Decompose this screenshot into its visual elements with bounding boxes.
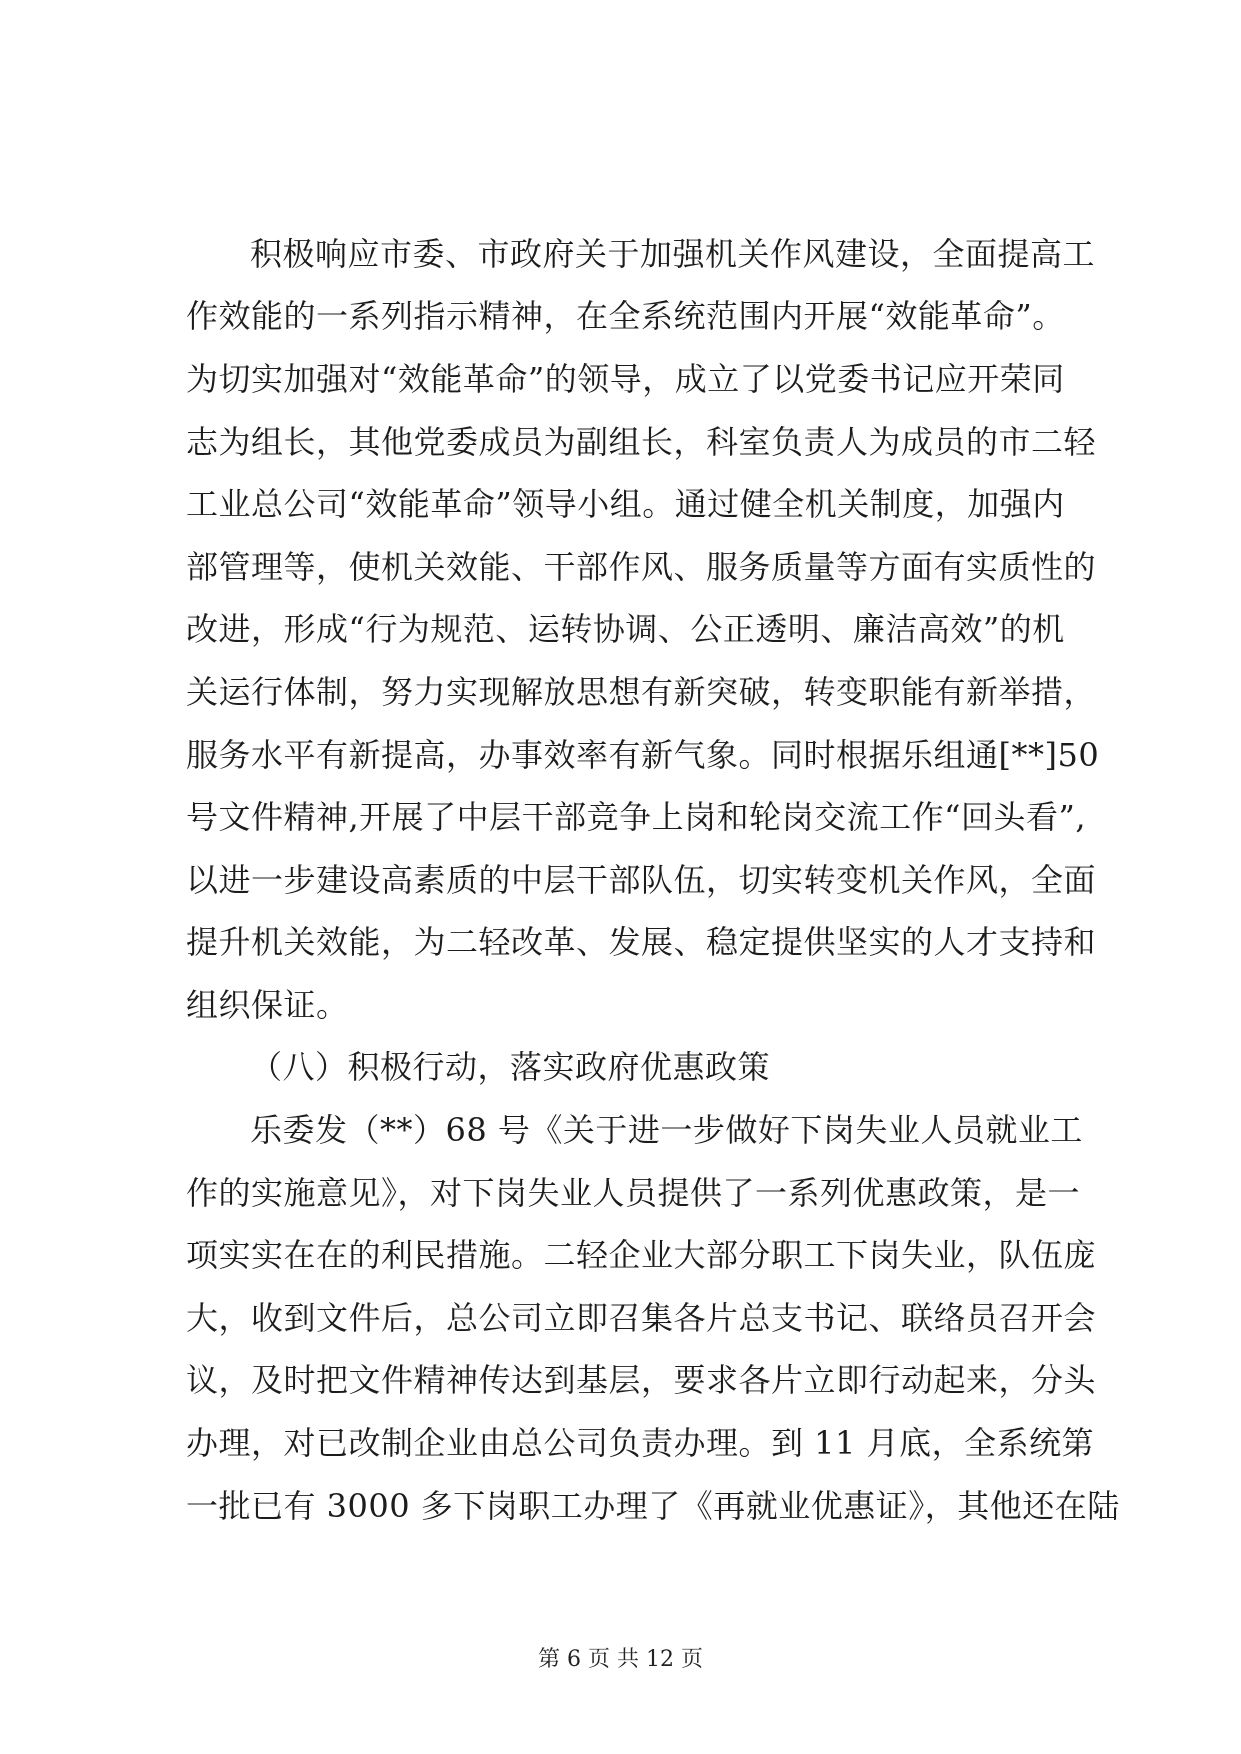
paragraph-line: 乐委发（**）68 号《关于进一步做好下岗失业人员就业工 [250,1111,1083,1149]
page-number-footer: 第 6 页 共 12 页 [538,1647,703,1672]
paragraph-line: 提升机关效能，为二轻改革、发展、稳定提供坚实的人才支持和 [186,923,1097,961]
section-heading: （八）积极行动，落实政府优惠政策 [250,1048,771,1086]
paragraph-line: 作的实施意见》，对下岗失业人员提供了一系列优惠政策，是一 [186,1174,1081,1212]
paragraph-line: 积极响应市委、市政府关于加强机关作风建设，全面提高工 [250,235,1096,273]
paragraph-line: 大，收到文件后，总公司立即召集各片总支书记、联络员召开会 [186,1299,1097,1337]
paragraph-line: 工业总公司“效能革命”领导小组。通过健全机关制度，加强内 [186,485,1065,523]
paragraph-line: 号文件精神,开展了中层干部竞争上岗和轮岗交流工作“回头看”, [186,798,1087,836]
paragraph-line: 部管理等，使机关效能、干部作风、服务质量等方面有实质性的 [186,548,1097,586]
paragraph-line: 办理，对已改制企业由总公司负责办理。到 11 月底，全系统第 [186,1424,1095,1462]
paragraph-line: 为切实加强对“效能革命”的领导，成立了以党委书记应开荣同 [186,360,1065,398]
paragraph-line: 服务水平有新提高，办事效率有新气象。同时根据乐组通[**]50 [186,736,1100,774]
paragraph-line: 一批已有 3000 多下岗职工办理了《再就业优惠证》，其他还在陆 [186,1487,1120,1525]
paragraph-line: 组织保证。 [186,986,349,1024]
paragraph-line: 作效能的一系列指示精神，在全系统范围内开展“效能革命”。 [186,297,1065,335]
paragraph-line: 议，及时把文件精神传达到基层，要求各片立即行动起来，分头 [186,1361,1097,1399]
paragraph-line: 改进，形成“行为规范、运转协调、公正透明、廉洁高效”的机 [186,610,1065,648]
paragraph-line: 志为组长，其他党委成员为副组长，科室负责人为成员的市二轻 [186,423,1097,461]
paragraph-line: 项实实在在的利民措施。二轻企业大部分职工下岗失业，队伍庞 [186,1236,1097,1274]
paragraph-line: 以进一步建设高素质的中层干部队伍，切实转变机关作风，全面 [186,861,1097,899]
paragraph-line: 关运行体制，努力实现解放思想有新突破，转变职能有新举措， [186,673,1097,711]
